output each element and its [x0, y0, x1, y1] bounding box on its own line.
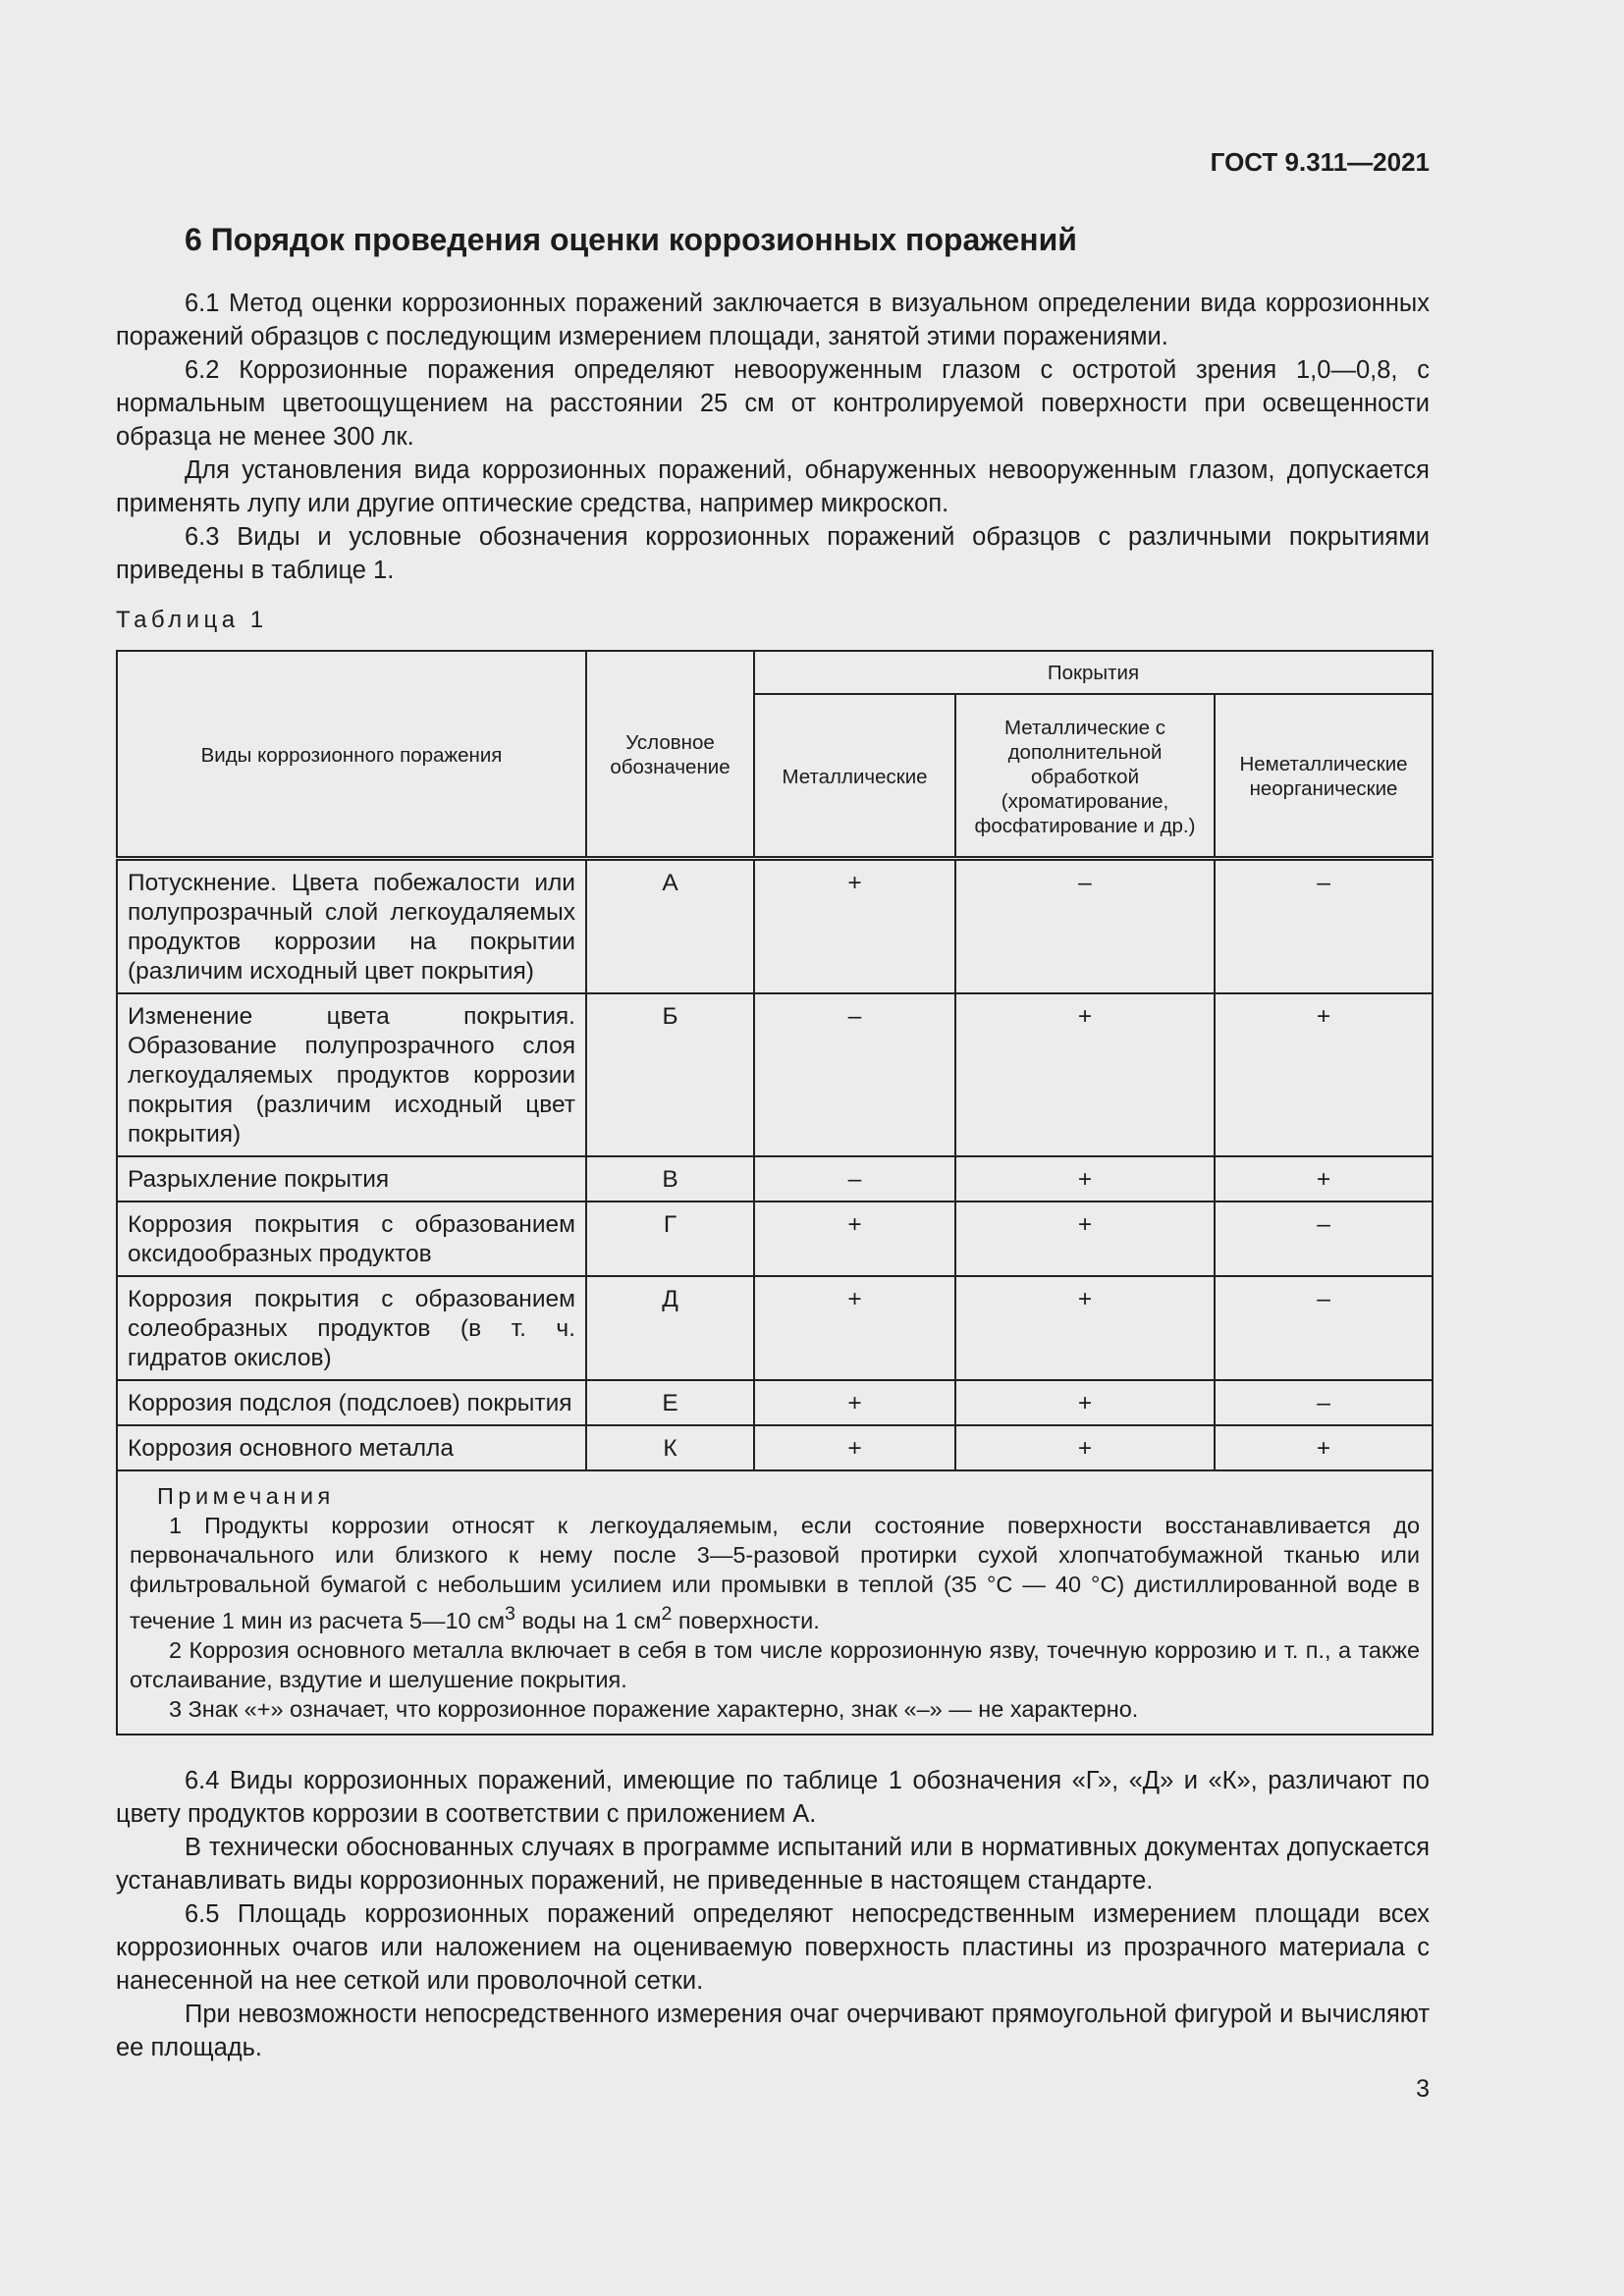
table-row — [117, 1156, 1433, 1201]
table-row — [117, 993, 1433, 1156]
cell-nonmetallic: – — [1215, 1276, 1433, 1380]
cell-type: Коррозия покрытия с образованием солеобразных продуктов (в т. ч. гидратов окислов) — [117, 1276, 586, 1380]
header-symbol: Условное обозначение — [586, 651, 754, 859]
cell-nonmetallic: + — [1215, 993, 1433, 1156]
cell-type: Коррозия подслоя (подслоев) покрытия — [117, 1380, 586, 1425]
section-title: 6 Порядок проведения оценки коррозионных поражений — [185, 222, 1077, 257]
cell-metallic: – — [754, 1156, 955, 1201]
paragraph: 6.4 Виды коррозионных поражений, имеющие по таблице 1 обозначения «Г», «Д» и «К», различают по цвету продуктов коррозии в соответствии с приложением А. — [116, 1767, 1430, 1828]
cell-nonmetallic: + — [1215, 1156, 1433, 1201]
paragraph: 6.2 Коррозионные поражения определяют невооруженным глазом с остротой зрения 1,0—0,8, с нормальным цветоощущением на расстоянии 25 см от контролируемой поверхности при освещенности образца не менее 300 лк. — [116, 356, 1430, 451]
table-row — [117, 1201, 1433, 1276]
cell-metallic-extra: + — [955, 1201, 1215, 1276]
table-row — [117, 1380, 1433, 1425]
page-number: 3 — [1416, 2075, 1430, 2103]
paragraph: При невозможности непосредственного измерения очаг очерчивают прямоугольной фигурой и вычисляют ее площадь. — [116, 2001, 1430, 2061]
cell-metallic: + — [754, 859, 955, 994]
header-coatings: Покрытия — [754, 651, 1433, 694]
cell-type: Изменение цвета покрытия. Образование полупрозрачного слоя легкоудаляемых продуктов коррозии покрытия (различим исходный цвет покрытия) — [117, 993, 586, 1156]
cell-metallic-extra: + — [955, 1276, 1215, 1380]
note-2: 2 Коррозия основного металла включает в себя в том числе коррозионную язву, точечную коррозию и т. п., а также отслаивание, вздутие и шелушение покрытия. — [130, 1636, 1421, 1692]
table-notes — [117, 1470, 1433, 1735]
table-row — [117, 1425, 1433, 1470]
header-metallic-extra: Металлические с дополнительной обработкой (хроматирование, фосфатирование и др.) — [955, 694, 1215, 859]
cell-type: Коррозия покрытия с образованием оксидообразных продуктов — [117, 1201, 586, 1276]
paragraph: 6.1 Метод оценки коррозионных поражений заключается в визуальном определении вида коррозионных поражений образцов с последующим измерением площади, занятой этими поражениями. — [116, 290, 1430, 350]
paragraph: 6.5 Площадь коррозионных поражений определяют непосредственным измерением площади всех коррозионных очагов или наложением на оцениваемую поверхность пластины из прозрачного материала с нанесенной на нее сеткой или проволочной сетки. — [116, 1900, 1430, 1995]
header-type: Виды коррозионного поражения — [117, 651, 586, 859]
cell-symbol: В — [586, 1156, 754, 1201]
cell-nonmetallic: – — [1215, 859, 1433, 994]
cell-metallic-extra: + — [955, 1380, 1215, 1425]
cell-nonmetallic: – — [1215, 1201, 1433, 1276]
header-nonmetallic: Неметаллические неорганические — [1215, 694, 1433, 859]
corrosion-types-table — [116, 650, 1434, 1735]
closing-paragraphs — [116, 1764, 1430, 2064]
table-row — [117, 1276, 1433, 1380]
cell-symbol: Г — [586, 1201, 754, 1276]
cell-metallic: + — [754, 1201, 955, 1276]
cell-metallic-extra: + — [955, 1425, 1215, 1470]
notes-heading: Примечания — [157, 1483, 335, 1509]
note-1: 1 Продукты коррозии относят к легкоудаляемым, если состояние поверхности восстанавливается до первоначального или близкого к нему после 3—5-разовой протирки сухой хлопчатобумажной тканью или фильтровальной бумагой с небольшим усилием или промывки в теплой (35 °С — 40 °С) дистиллированной воде в течение 1 мин из расчета 5—10 $см^3$ воды на 1 $см^2$ поверхности. — [130, 1513, 1421, 1633]
note-3: 3 Знак «+» означает, что коррозионное поражение характерно, знак «–» — не характерно. — [169, 1695, 1139, 1722]
header-metallic: Металлические — [754, 694, 955, 859]
cell-symbol: А — [586, 859, 754, 994]
cell-type: Разрыхление покрытия — [117, 1156, 586, 1201]
cell-nonmetallic: – — [1215, 1380, 1433, 1425]
cell-metallic: + — [754, 1276, 955, 1380]
cell-metallic: – — [754, 993, 955, 1156]
cell-metallic: + — [754, 1425, 955, 1470]
cell-symbol: К — [586, 1425, 754, 1470]
paragraph: 6.3 Виды и условные обозначения коррозионных поражений образцов с различными покрытиями приведены в таблице 1. — [116, 523, 1430, 584]
table-label: Таблица 1 — [116, 607, 268, 633]
cell-metallic: + — [754, 1380, 955, 1425]
intro-paragraphs — [116, 287, 1430, 587]
table-row — [117, 859, 1433, 994]
cell-metallic-extra: + — [955, 1156, 1215, 1201]
paragraph: В технически обоснованных случаях в программе испытаний или в нормативных документах допускается устанавливать виды коррозионных поражений, не приведенные в настоящем стандарте. — [116, 1834, 1430, 1895]
paragraph: Для установления вида коррозионных поражений, обнаруженных невооруженным глазом, допускается применять лупу или другие оптические средства, например микроскоп. — [116, 456, 1430, 517]
cell-symbol: Д — [586, 1276, 754, 1380]
cell-symbol: Е — [586, 1380, 754, 1425]
cell-metallic-extra: – — [955, 859, 1215, 994]
cell-nonmetallic: + — [1215, 1425, 1433, 1470]
cell-metallic-extra: + — [955, 993, 1215, 1156]
cell-symbol: Б — [586, 993, 754, 1156]
cell-type: Потускнение. Цвета побежалости или полупрозрачный слой легкоудаляемых продуктов коррозии на покрытии (различим исходный цвет покрытия) — [117, 859, 586, 994]
cell-type: Коррозия основного металла — [117, 1425, 586, 1470]
document-code: ГОСТ 9.311—2021 — [1210, 147, 1430, 177]
table-notes-row — [117, 1470, 1433, 1735]
